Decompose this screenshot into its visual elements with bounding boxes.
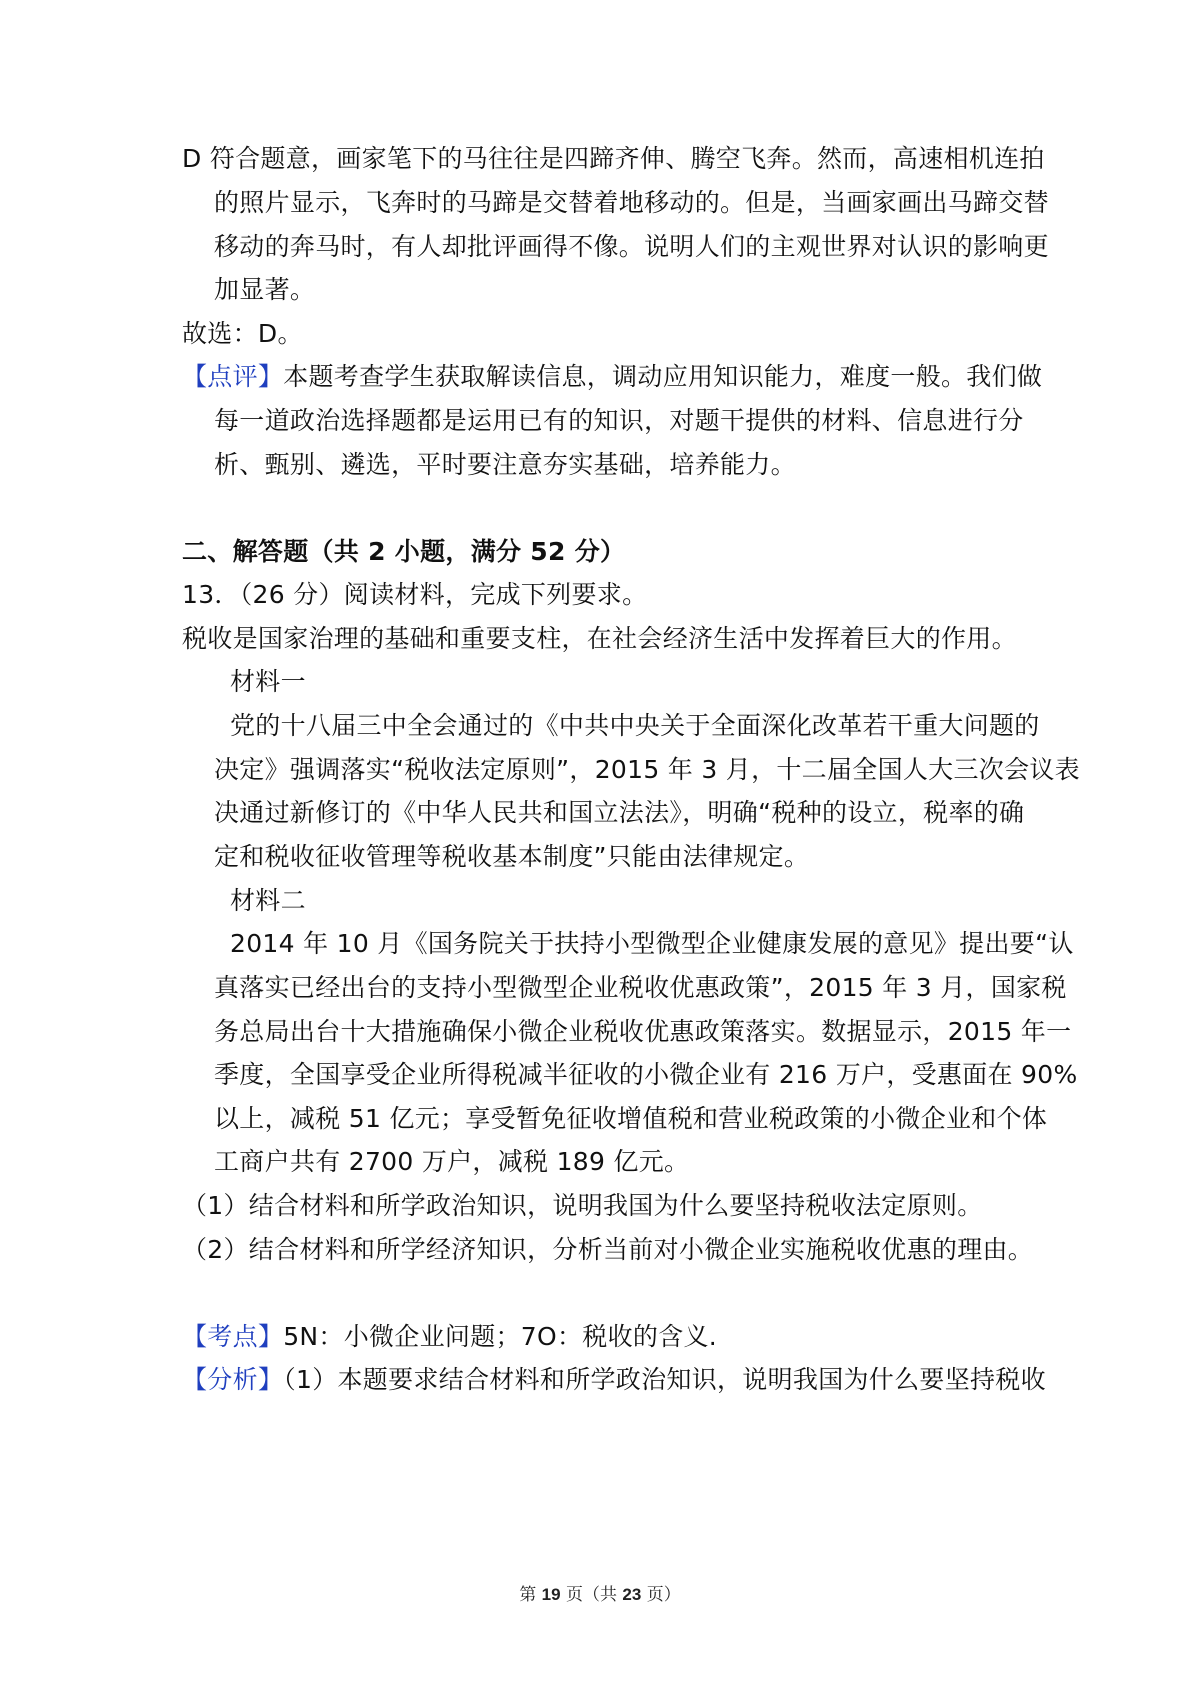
- comment-tag: 【点评】: [182, 362, 284, 391]
- comment-line: 每一道政治选择题都是运用已有的知识，对题干提供的材料、信息进行分: [214, 406, 1024, 435]
- sub-question-2: （2）结合材料和所学经济知识，分析当前对小微企业实施税收优惠的理由。: [182, 1235, 1034, 1264]
- option-d-line: 加显著。: [214, 275, 316, 304]
- footer-prefix: 第: [519, 1585, 537, 1605]
- kaodian-line: [182, 1320, 717, 1354]
- fenxi-tag: 【分析】: [182, 1365, 284, 1394]
- page-footer: [0, 1580, 1200, 1605]
- material-one-line: 决通过新修订的《中华人民共和国立法法》，明确“税种的设立，税率的确: [214, 798, 1025, 827]
- material-two-title: 材料二: [230, 886, 306, 915]
- material-one-line: 定和税收征收管理等税收基本制度”只能由法律规定。: [214, 842, 810, 871]
- material-two-line: 务总局出台十大措施确保小微企业税收优惠政策落实。数据显示，2015 年一: [214, 1017, 1072, 1046]
- question-header: 13．（26 分）阅读材料，完成下列要求。: [182, 580, 648, 609]
- option-d-line: D 符合题意，画家笔下的马往往是四蹄齐伸、腾空飞奔。然而，高速相机连拍: [182, 144, 1045, 173]
- section-title: 二、解答题（共 2 小题，满分 52 分）: [182, 537, 626, 566]
- footer-page-number: 19: [541, 1585, 561, 1604]
- option-d-line: 移动的奔马时，有人却批评画得不像。说明人们的主观世界对认识的影响更: [214, 232, 1049, 261]
- material-two-line: 以上，减税 51 亿元；享受暂免征收增值税和营业税政策的小微企业和个体: [214, 1104, 1048, 1133]
- material-one-line: 决定》强调落实“税收法定原则”，2015 年 3 月，十二届全国人大三次会议表: [214, 755, 1080, 784]
- footer-suffix: 页）: [646, 1585, 681, 1605]
- material-two-line: 2014 年 10 月《国务院关于扶持小型微型企业健康发展的意见》提出要“认: [230, 929, 1074, 958]
- comment-line: [182, 360, 1042, 394]
- comment-text: 本题考查学生获取解读信息，调动应用知识能力，难度一般。我们做: [283, 362, 1043, 391]
- footer-mid: 页（共: [566, 1585, 617, 1605]
- comment-line: 析、甄别、遴选，平时要注意夯实基础，培养能力。: [214, 450, 796, 479]
- fenxi-line: [182, 1363, 1046, 1397]
- material-one-title: 材料一: [230, 667, 306, 696]
- option-d-line: 的照片显示，飞奔时的马蹄是交替着地移动的。但是，当画家画出马蹄交替: [214, 188, 1049, 217]
- material-two-line: 工商户共有 2700 万户，减税 189 亿元。: [214, 1147, 690, 1176]
- material-two-line: 真落实已经出台的支持小型微型企业税收优惠政策”，2015 年 3 月，国家税: [214, 973, 1067, 1002]
- question-intro: 税收是国家治理的基础和重要支柱，在社会经济生活中发挥着巨大的作用。: [182, 624, 1017, 653]
- sub-question-1: （1）结合材料和所学政治知识，说明我国为什么要坚持税收法定原则。: [182, 1191, 983, 1220]
- kaodian-text: 5N：小微企业问题；7O：税收的含义.: [283, 1322, 718, 1351]
- kaodian-tag: 【考点】: [182, 1322, 284, 1351]
- footer-total-pages: 23: [622, 1585, 642, 1604]
- material-two-line: 季度，全国享受企业所得税减半征收的小微企业有 216 万户，受惠面在 90%: [214, 1060, 1078, 1089]
- material-one-line: 党的十八届三中全会通过的《中共中央关于全面深化改革若干重大问题的: [230, 711, 1040, 740]
- fenxi-text: （1）本题要求结合材料和所学政治知识，说明我国为什么要坚持税收: [283, 1365, 1046, 1394]
- answer-text: 故选：D。: [182, 319, 303, 348]
